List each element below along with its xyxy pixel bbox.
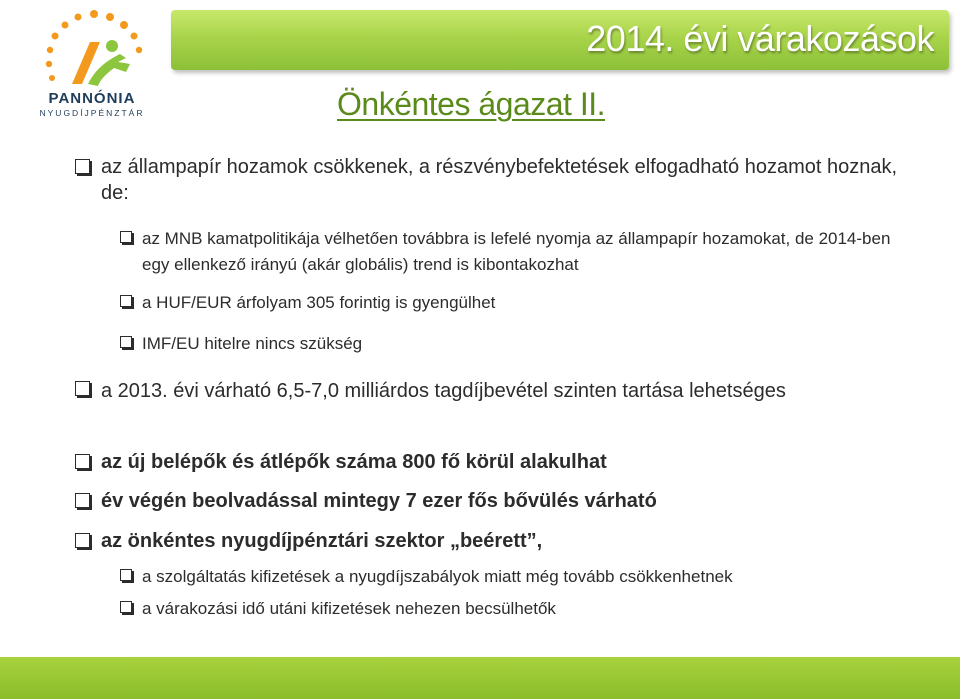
title-banner [171, 10, 949, 70]
checkbox-bullet-icon [120, 231, 132, 243]
list-item [120, 596, 900, 622]
checkbox-bullet-icon [75, 533, 90, 548]
logo-brand: PANNÓNIA [48, 90, 136, 107]
list-item-text: az új belépők és átlépők száma 800 fő körül alakulhat [101, 451, 607, 473]
list-item-text: a 2013. évi várható 6,5-7,0 milliárdos tagdíjbevétel szinten tartása lehetséges [101, 380, 786, 402]
list-item [75, 528, 897, 554]
checkbox-bullet-icon [75, 159, 90, 174]
list-item [75, 488, 897, 514]
list-item [75, 154, 897, 206]
list-item-text: IMF/EU hitelre nincs szükség [142, 334, 363, 353]
list-item [75, 376, 897, 406]
checkbox-bullet-icon [75, 493, 90, 508]
list-item-text: az állampapír hozamok csökkenek, a részvénybefektetések elfogadható hozamot hoznak, de: [101, 156, 898, 204]
list-item-text: az MNB kamatpolitikája vélhetően továbbra is lefelé nyomja az állampapír hozamokat, de 2014-ben egy ellenkező irányú (akár globális) trend is kibontakozhat [142, 229, 891, 274]
checkbox-bullet-icon [75, 381, 90, 396]
checkbox-bullet-icon [120, 336, 132, 348]
checkbox-bullet-icon [120, 601, 132, 613]
list-item-text: a HUF/EUR árfolyam 305 forintig is gyengülhet [142, 293, 496, 312]
list-item-text: az önkéntes nyugdíjpénztári szektor „beérett”, [101, 530, 543, 552]
list-item [120, 564, 900, 590]
logo-wordmark [30, 90, 154, 118]
list-item [120, 226, 900, 278]
list-item [120, 290, 900, 316]
logo-subtitle: NYUGDÍJPÉNZTÁR [39, 108, 145, 118]
slide-subtitle: Önkéntes ágazat II. [337, 86, 605, 122]
checkbox-bullet-icon [75, 454, 90, 469]
list-item-text: év végén beolvadással mintegy 7 ezer fős bővülés várható [101, 490, 657, 512]
list-item-text: a szolgáltatás kifizetések a nyugdíjszabályok miatt még tovább csökkenhetnek [142, 567, 733, 586]
slide-title: 2014. évi várakozások [586, 18, 934, 59]
list-item-text: a várakozási idő utáni kifizetések nehezen becsülhetők [142, 599, 556, 618]
checkbox-bullet-icon [120, 295, 132, 307]
list-item [120, 331, 900, 357]
bottom-accent-bar [0, 657, 960, 699]
list-item [75, 449, 897, 475]
checkbox-bullet-icon [120, 569, 132, 581]
